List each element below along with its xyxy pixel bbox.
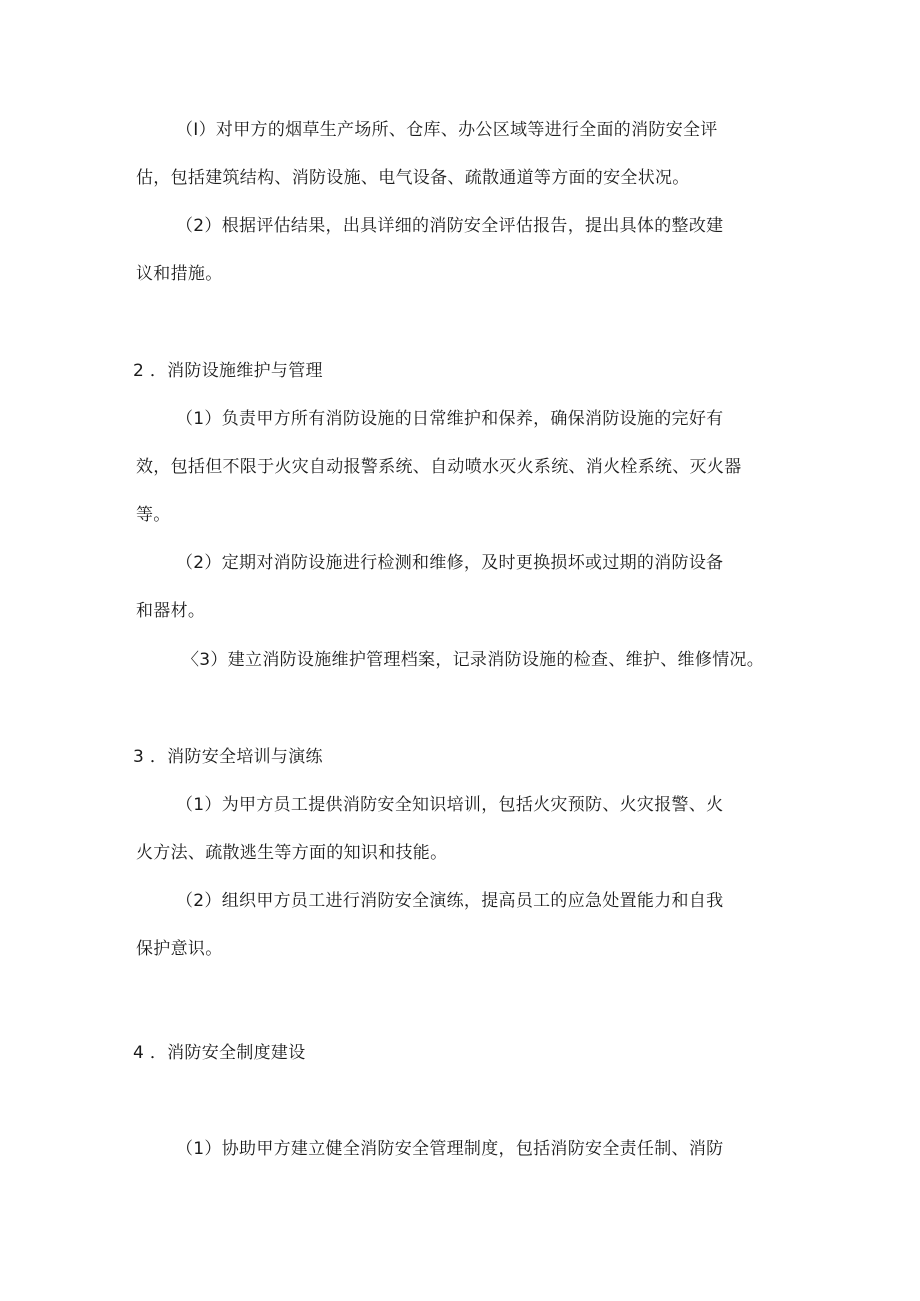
paragraph-line: （2）定期对消防设施进行检测和维修，及时更换损坏或过期的消防设备: [176, 553, 724, 573]
section-heading: 4 ．消防安全制度建设: [133, 1043, 306, 1063]
paragraph-line: （2）组织甲方员工进行消防安全演练，提高员工的应急处置能力和自我: [176, 891, 724, 911]
paragraph-line: （1）负责甲方所有消防设施的日常维护和保养，确保消防设施的完好有: [176, 409, 724, 429]
paragraph-line: （1）协助甲方建立健全消防安全管理制度，包括消防安全责任制、消防: [176, 1139, 724, 1159]
paragraph-line: 议和措施。: [136, 264, 223, 284]
paragraph-line: 等。: [136, 505, 171, 525]
paragraph-line: 效，包括但不限于火灾自动报警系统、自动喷水灭火系统、消火栓系统、灭火器: [136, 457, 742, 477]
section-heading: 2 ．消防设施维护与管理: [133, 361, 323, 381]
paragraph-line: 火方法、疏散逃生等方面的知识和技能。: [136, 843, 448, 863]
paragraph-line: （I）对甲方的烟草生产场所、仓库、办公区域等进行全面的消防安全评: [176, 120, 718, 140]
paragraph-line: 和器材。: [136, 601, 206, 621]
paragraph-line: 估，包括建筑结构、消防设施、电气设备、疏散通道等方面的安全状况。: [136, 168, 690, 188]
paragraph-line: 保护意识。: [136, 939, 223, 959]
paragraph-line: 〈3）建立消防设施维护管理档案，记录消防设施的检查、维护、维修情况。: [182, 650, 765, 670]
paragraph-line: （2）根据评估结果，出具详细的消防安全评估报告，提出具体的整改建: [176, 216, 724, 236]
paragraph-line: （1）为甲方员工提供消防安全知识培训，包括火灾预防、火灾报警、火: [176, 795, 724, 815]
section-heading: 3 ．消防安全培训与演练: [133, 747, 323, 767]
